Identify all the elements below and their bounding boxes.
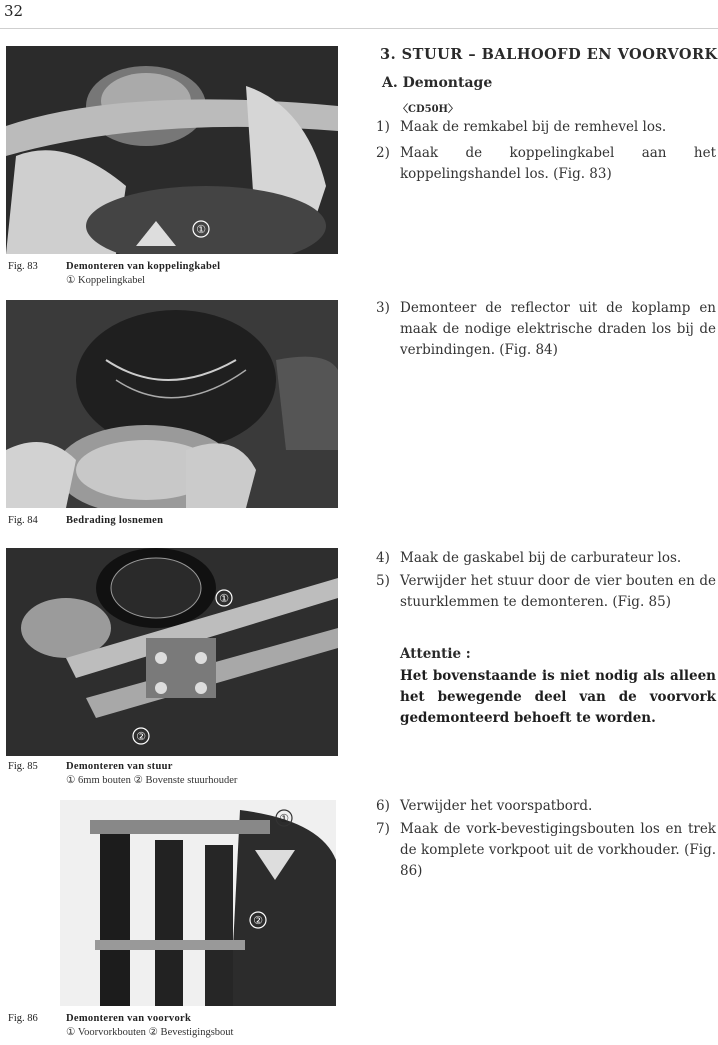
step-number: 2) — [376, 145, 390, 161]
figure-number: Fig. 86 — [8, 1013, 38, 1024]
step-5 — [376, 571, 716, 613]
figure-86-photo — [60, 800, 336, 1006]
figure-85-caption — [8, 760, 237, 788]
step-text: Maak de remkabel bij de remhevel los. — [400, 119, 667, 135]
step-7 — [376, 819, 716, 882]
step-text: Maak de gaskabel bij de carburateur los. — [400, 550, 682, 566]
attention-heading: Attentie : — [400, 646, 471, 662]
step-text: Verwijder het stuur door de vier bouten en de stuurklemmen te demonteren. (Fig. 85) — [400, 573, 716, 610]
step-number: 6) — [376, 798, 390, 814]
figure-number: Fig. 85 — [8, 761, 38, 772]
figure-legend: ① Koppelingkabel — [66, 275, 146, 286]
figure-legend: ① 6mm bouten ② Bovenste stuurhouder — [66, 775, 238, 786]
figure-84-caption — [8, 514, 163, 528]
step-number: 4) — [376, 550, 390, 566]
figure-84-photo — [6, 300, 338, 508]
figure-number: Fig. 84 — [8, 515, 38, 526]
figure-title: Demonteren van stuur — [66, 761, 173, 772]
step-text: Maak de koppelingkabel aan het koppelingshandel los. (Fig. 83) — [400, 145, 716, 182]
fig86-callout-1: ① — [279, 812, 289, 825]
section-title: 3. STUUR – BALHOOFD EN VOORVORK — [380, 46, 718, 63]
figure-title: Demonteren van voorvork — [66, 1013, 192, 1024]
fig85-callout-1: ① — [219, 592, 229, 605]
fig83-callout-1: ① — [196, 223, 206, 236]
figure-83-photo — [6, 46, 338, 254]
step-text: Verwijder het voorspatbord. — [400, 798, 593, 814]
figure-83-caption — [8, 260, 220, 288]
step-3 — [376, 298, 716, 361]
figure-legend: ① Voorvorkbouten ② Bevestigingsbout — [66, 1027, 234, 1038]
step-text: Demonteer de reflector uit de koplamp en maak de nodige elektrische draden los bij de verbindingen. (Fig. 84) — [400, 300, 716, 358]
step-2 — [376, 143, 716, 185]
top-rule — [0, 28, 718, 29]
step-4 — [376, 548, 716, 569]
page-number: 32 — [4, 2, 24, 20]
figure-85-photo — [6, 548, 338, 756]
step-number: 1) — [376, 119, 390, 135]
subsection-title: A. Demontage — [382, 75, 493, 91]
figure-title: Bedrading losnemen — [66, 515, 164, 526]
fig85-callout-2: ② — [136, 730, 146, 743]
figure-number: Fig. 83 — [8, 261, 38, 272]
step-1 — [376, 117, 716, 138]
step-number: 7) — [376, 821, 390, 837]
figure-86-caption — [8, 1012, 233, 1040]
figure-title: Demonteren van koppelingkabel — [66, 261, 221, 272]
step-6 — [376, 796, 716, 817]
model-tag: 〈CD50H〉 — [398, 104, 458, 115]
step-text: Maak de vork-bevestigingsbouten los en trek de komplete vorkpoot uit de vorkhouder. (Fig. 86) — [400, 821, 716, 879]
fig86-callout-2: ② — [253, 914, 263, 927]
step-number: 3) — [376, 300, 390, 316]
step-number: 5) — [376, 573, 390, 589]
attention-text: Het bovenstaande is niet nodig als alleen het bewegende deel van de voorvork gedemonteerd behoeft te worden. — [400, 668, 716, 726]
